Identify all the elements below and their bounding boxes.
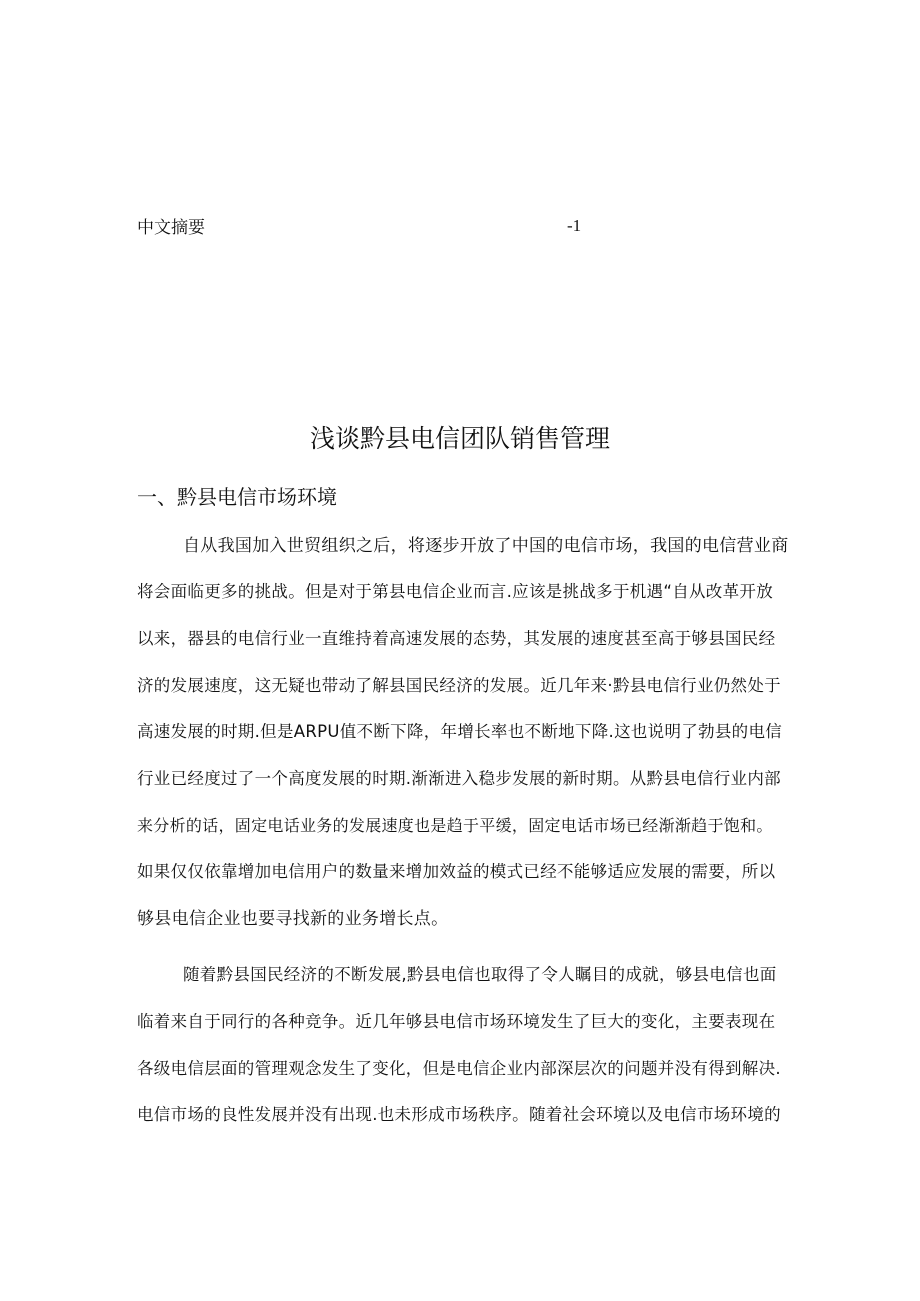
paragraph-line: 高速发展的时期.但是ARPU值不断下降，年增长率也不断地下降.这也说明了勃县的电信 xyxy=(137,722,783,741)
paragraph-line: 以来，器县的电信行业一直维持着高速发展的态势，其发展的速度甚至高于够县国民经 xyxy=(137,629,776,648)
paragraph-line: 自从我国加入世贸组织之后，将逐步开放了中国的电信市场，我国的电信营业商 xyxy=(183,536,789,556)
page-number: -1 xyxy=(567,216,582,235)
paragraph-line: 如果仅仅依靠增加电信用户的数量来增加效益的模式已经不能够适应发展的需要，所以 xyxy=(137,862,776,881)
paragraph-line: 来分析的话，固定电话业务的发展速度也是趋于平缓，固定电话市场已经渐渐趋于饱和。 xyxy=(137,816,773,835)
paragraph-line: 随着黔县国民经济的不断发展,黔县电信也取得了令人瞩目的成就，够县电信也面 xyxy=(183,965,777,984)
paragraph-line: 各级电信层面的管理观念发生了变化，但是电信企业内部深层次的问题并没有得到解决. xyxy=(137,1059,781,1078)
header-abstract-label: 中文摘要 xyxy=(137,218,205,238)
paragraph-line: 行业已经度过了一个高度发展的时期.渐渐进入稳步发展的新时期。从黔县电信行业内部 xyxy=(137,769,781,788)
paragraph-line: 济的发展速度，这无疑也带动了解县国民经济的发展。近几年来·黔县电信行业仍然处于 xyxy=(137,676,781,695)
section-heading: 一、黔县电信市场环境 xyxy=(137,485,337,509)
paragraph-line: 将会面临更多的挑战。但是对于第县电信企业而言.应该是挑战多于机遇“自从改革开放 xyxy=(137,582,773,601)
paragraph-line: 电信市场的良性发展并没有出现.也未形成市场秩序。随着社会环境以及电信市场环境的 xyxy=(137,1105,781,1124)
paragraph-line: 够县电信企业也要寻找新的业务增长点。 xyxy=(137,909,449,929)
paragraph-line: 临着来自于同行的各种竞争。近几年够县电信市场环境发生了巨大的变化，主要表现在 xyxy=(137,1012,776,1031)
document-title: 浅谈黔县电信团队销售管理 xyxy=(309,424,610,453)
